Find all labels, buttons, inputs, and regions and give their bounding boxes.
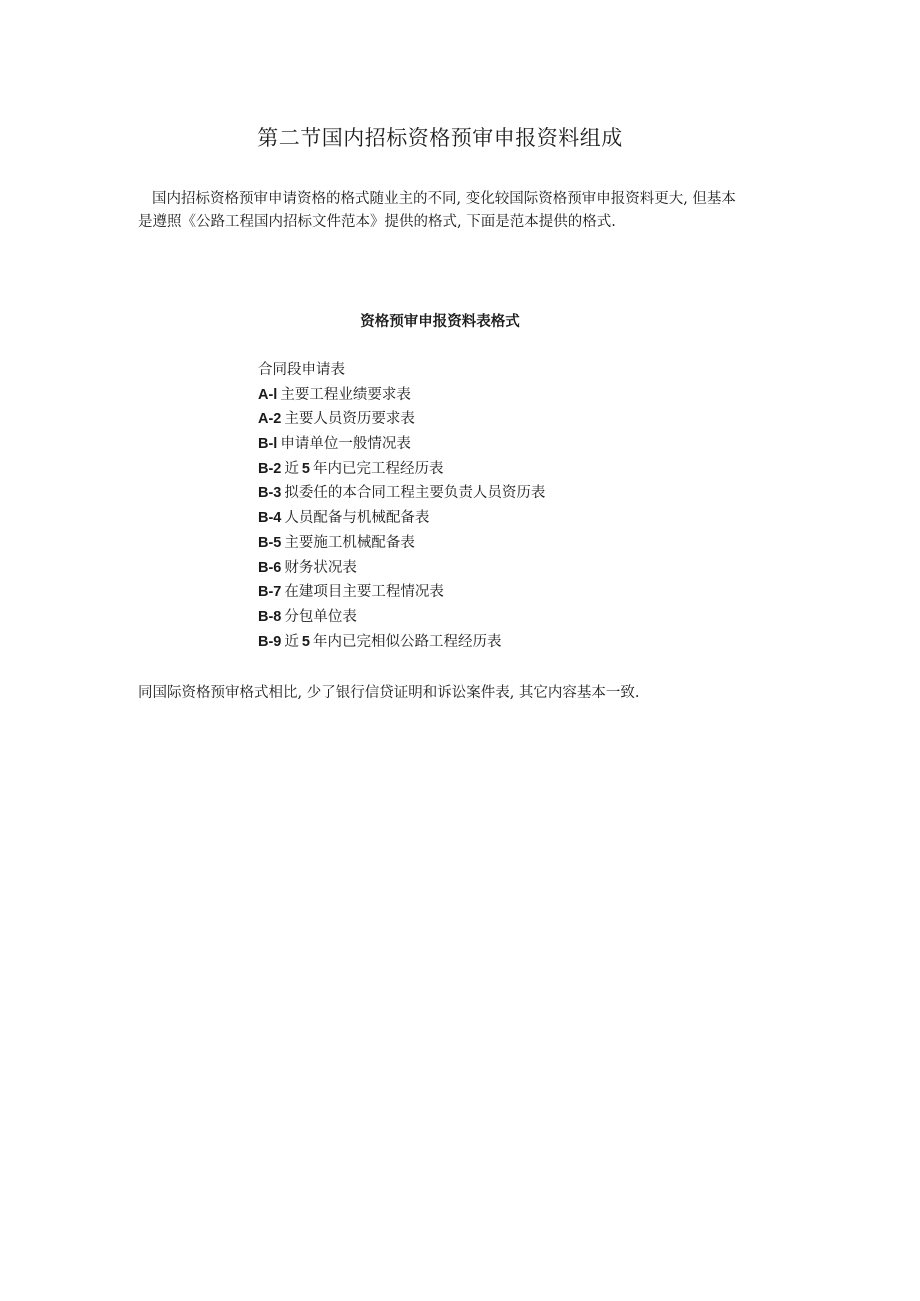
form-year-count: 5 xyxy=(301,460,310,477)
form-code: B-l xyxy=(258,436,278,453)
form-code: A-2 xyxy=(258,411,282,428)
form-list-item xyxy=(258,580,545,605)
form-code: B-2 xyxy=(258,460,282,477)
form-code: B-8 xyxy=(258,608,282,625)
form-list-item xyxy=(258,531,545,556)
form-code: A-l xyxy=(258,386,278,403)
form-list-item xyxy=(258,481,545,506)
form-year-count: 5 xyxy=(301,633,310,650)
form-list-item xyxy=(258,457,545,482)
form-list-item xyxy=(258,358,545,383)
form-description: 合同段申请表 xyxy=(258,362,345,378)
closing-paragraph: 同国际资格预审格式相比, 少了银行信贷证明和诉讼案件表, 其它内容基本一致. xyxy=(138,685,640,701)
form-list-item xyxy=(258,407,545,432)
form-list xyxy=(258,358,545,654)
page-title: 第二节国内招标资格预审申报资料组成 xyxy=(257,126,623,150)
intro-paragraph: 国内招标资格预审申请资格的格式随业主的不同, 变化较国际资格预审申报资料更大, 但基本是遵照《公路工程国内招标文件范本》提供的格式, 下面是范本提供的格式. xyxy=(138,191,736,230)
form-description-suffix: 年内已完工程经历表 xyxy=(312,460,444,477)
form-code: B-5 xyxy=(258,534,282,551)
form-list-item xyxy=(258,630,545,655)
form-list-item xyxy=(258,605,545,630)
section-heading: 资格预审申报资料表格式 xyxy=(360,314,520,330)
form-description: 人员配备与机械配备表 xyxy=(284,510,430,527)
form-description: 主要工程业绩要求表 xyxy=(280,386,411,403)
form-description: 近 xyxy=(284,460,299,477)
form-code: B-4 xyxy=(258,510,282,527)
form-description: 财务状况表 xyxy=(284,559,357,576)
form-list-item xyxy=(258,383,545,408)
form-code: B-3 xyxy=(258,485,282,502)
form-description: 拟委任的本合同工程主要负责人员资历表 xyxy=(284,485,546,502)
form-description: 近 xyxy=(284,633,299,650)
form-list-item xyxy=(258,506,545,531)
form-description: 申请单位一般情况表 xyxy=(280,436,411,453)
form-description: 分包单位表 xyxy=(284,608,357,625)
form-code: B-7 xyxy=(258,584,282,601)
form-list-item xyxy=(258,432,545,457)
form-description: 在建项目主要工程情况表 xyxy=(284,584,444,601)
form-list-item xyxy=(258,556,545,581)
form-description-suffix: 年内已完相似公路工程经历表 xyxy=(312,633,502,650)
form-description: 主要人员资历要求表 xyxy=(284,411,415,428)
form-code: B-9 xyxy=(258,633,282,650)
form-code: B-6 xyxy=(258,559,282,576)
form-description: 主要施工机械配备表 xyxy=(284,534,415,551)
